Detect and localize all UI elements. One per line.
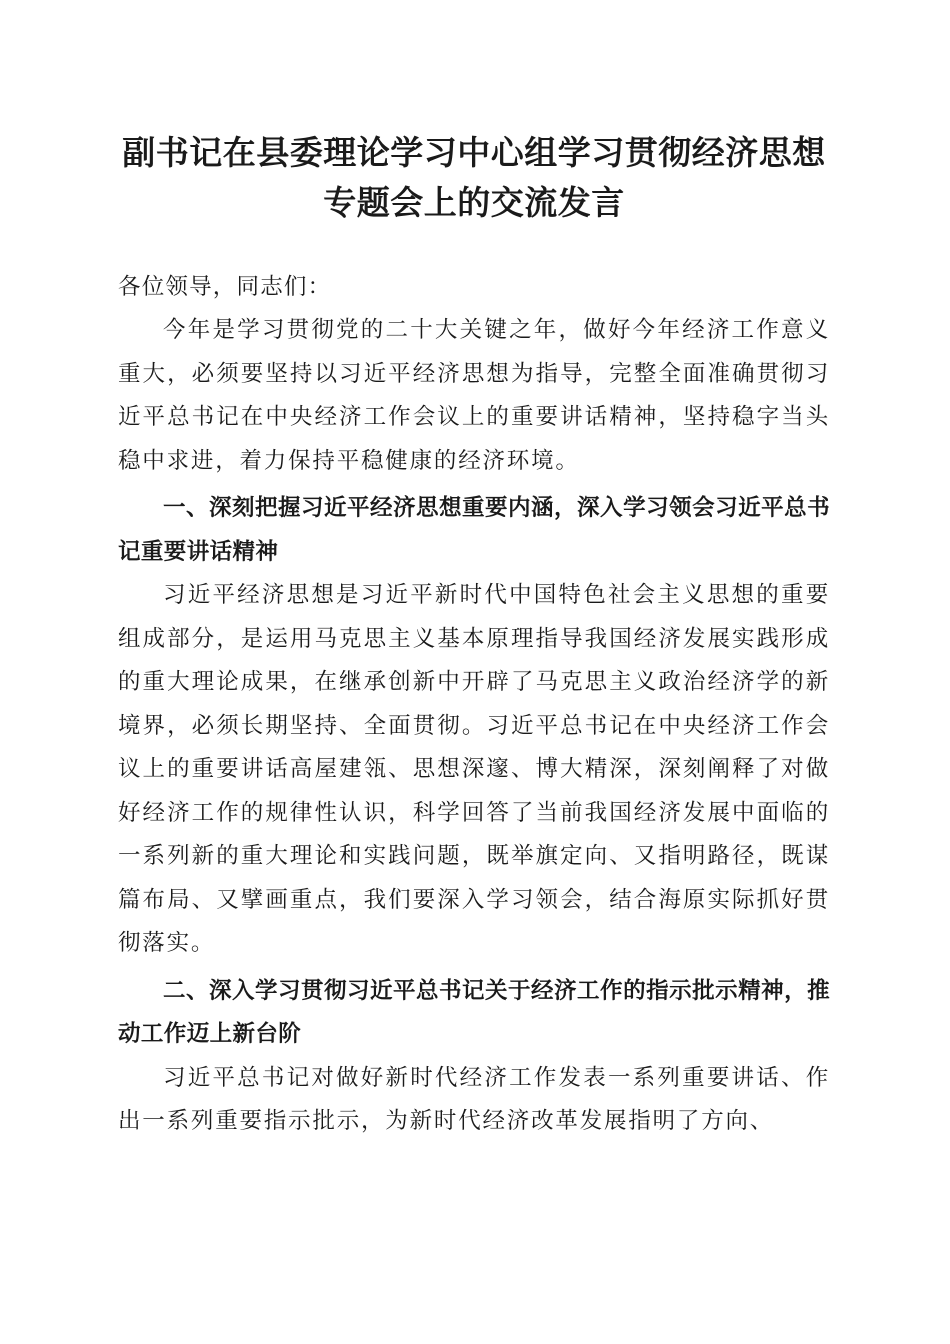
section-body-1: 习近平经济思想是习近平新时代中国特色社会主义思想的重要组成部分，是运用马克思主义基本原理指导我国经济发展实践形成的重大理论成果，在继承创新中开辟了马克思主义政治经济学的新境界，必须长期坚持、全面贯彻。习近平总书记在中央经济工作会议上的重要讲话高屋建瓴、思想深邃、博大精深，深刻阐释了对做好经济工作的规律性认识，科学回答了当前我国经济发展中面临的一系列新的重大理论和实践问题，既举旗定向、又指明路径，既谋篇布局、又擘画重点，我们要深入学习领会，结合海原实际抓好贯彻落实。	[118, 582, 830, 956]
section-body-2: 习近平总书记对做好新时代经济工作发表一系列重要讲话、作出一系列重要指示批示，为新时代经济改革发展指明了方向、	[118, 1064, 830, 1134]
section-heading-1: 一、深刻把握习近平经济思想重要内涵，深入学习领会习近平总书记重要讲话精神	[118, 495, 830, 565]
document-page	[118, 128, 830, 1144]
document-title: 副书记在县委理论学习中心组学习贯彻经济思想专题会上的交流发言	[122, 133, 826, 222]
salutation: 各位领导，同志们：	[118, 274, 332, 300]
section-heading-2: 二、深入学习贯彻习近平总书记关于经济工作的指示批示精神，推动工作迈上新台阶	[118, 977, 830, 1047]
intro-paragraph: 今年是学习贯彻党的二十大关键之年，做好今年经济工作意义重大，必须要坚持以习近平经济思想为指导，完整全面准确贯彻习近平总书记在中央经济工作会议上的重要讲话精神，坚持稳字当头稳中求进，着力保持平稳健康的经济环境。	[118, 317, 830, 474]
